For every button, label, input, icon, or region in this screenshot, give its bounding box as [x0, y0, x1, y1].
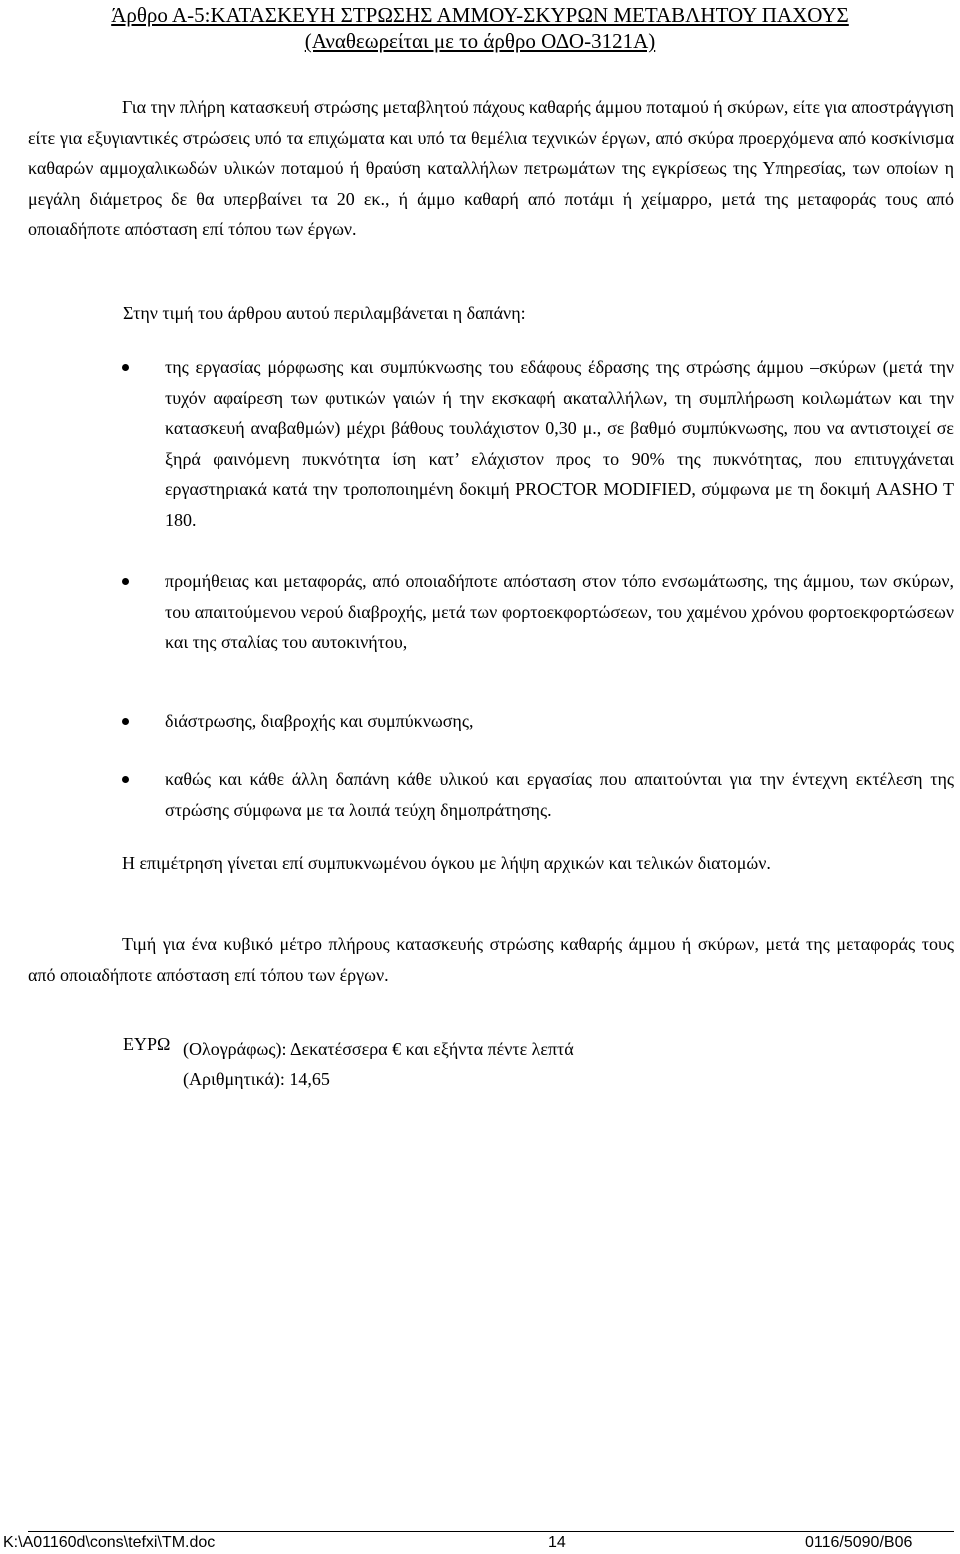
list-item-text: διάστρωσης, διαβροχής και συμπύκνωσης,: [165, 711, 474, 731]
article-title: Άρθρο Α-5:ΚΑΤΑΣΚΕΥΗ ΣΤΡΩΣΗΣ ΑΜΜΟΥ-ΣΚΥΡΩΝ ΜΕΤΑΒΛΗΤΟΥ ΠΑΧΟΥΣ: [111, 3, 849, 27]
footer-divider: [28, 1531, 954, 1532]
bullet-icon: [122, 776, 129, 783]
footer-page-number: 14: [548, 1534, 566, 1551]
list-item-text: προμήθειας και μεταφοράς, από οποιαδήποτε απόσταση στον τόπο ενσωμάτωσης, της άμμου, των σκύρων, του απαιτούμενου νερού διαβροχής, μετά των φορτοεκφορτώσεων, του χαμένου χρόνου φορτοεκφορτώσεων και της σταλίας του αυτοκινήτου,: [165, 571, 954, 653]
footer-document-code: 0116/5090/B06: [805, 1534, 913, 1551]
price-in-words: (Ολογράφως): Δεκατέσσερα € και εξήντα πέντε λεπτά: [183, 1039, 574, 1059]
article-revision-note: (Αναθεωρείται με το άρθρο ΟΔΟ-3121Α): [304, 29, 656, 53]
footer-file-path: K:\A01160d\cons\tefxi\TM.doc: [3, 1534, 216, 1551]
currency-label: ΕΥΡΩ: [123, 1034, 171, 1054]
bullet-icon: [122, 364, 129, 371]
bullet-icon: [122, 718, 129, 725]
intro-paragraph: Για την πλήρη κατασκευή στρώσης μεταβλητού πάχους καθαρής άμμου ποταμού ή σκύρων, είτε για αποστράγγιση είτε για εξυγιαντικές στρώσεις υπό τα επιχώματα και υπό τα θεμέλια τεχνικών έργων, από σκύρα προερχόμενα από κοσκίνισμα καθαρών αμμοχαλικωδών υλικών ποταμού ή θραύση καταλλήλων πετρωμάτων της εγκρίσεως της Υπηρεσίας, των οποίων η μεγάλη διάμετρος δε θα υπερβαίνει τα 20 εκ., ή άμμο καθαρή από ποτάμι ή χείμαρρο, μετά της μεταφοράς τους από οποιαδήποτε απόσταση επί τόπου των έργων.: [28, 97, 954, 240]
unit-price-paragraph: Τιμή για ένα κυβικό μέτρο πλήρους κατασκευής στρώσης καθαρής άμμου ή σκύρων, μετά της μεταφοράς τους από οποιαδήποτε απόσταση επί τόπου των έργων.: [28, 934, 954, 985]
price-includes-paragraph: Στην τιμή του άρθρου αυτού περιλαμβάνεται η δαπάνη:: [123, 303, 526, 323]
measurement-paragraph: Η επιμέτρηση γίνεται επί συμπυκνωμένου όγκου με λήψη αρχικών και τελικών διατομών.: [122, 853, 771, 873]
price-values: [183, 1034, 574, 1094]
price-in-numbers: (Αριθμητικά): 14,65: [183, 1069, 330, 1089]
bullet-icon: [122, 578, 129, 585]
list-item-text: της εργασίας μόρφωσης και συμπύκνωσης του εδάφους έδρασης της στρώσης άμμου –σκύρων (μετά την τυχόν αφαίρεση των φυτικών γαιών ή την εκσκαφή ακαταλλήλων, τη συμπλήρωση κοιλωμάτων και την κατασκευή αναβαθμών) μέχρι βάθους τουλάχιστον 0,30 μ., σε βαθμό συμπύκνωσης, που να αντιστοιχεί σε ξηρά φαινόμενη πυκνότητα ίση κατ’ ελάχιστον προς το 90% της πυκνότητας, που επιτυγχάνεται εργαστηριακά κατά την τροποποιημένη δοκιμή PROCTOR MODIFIED, σύμφωνα με τη δοκιμή AASHO T 180.: [165, 357, 954, 530]
list-item-text: καθώς και κάθε άλλη δαπάνη κάθε υλικού και εργασίας που απαιτούνται για την έντεχνη εκτέλεση της στρώσης σύμφωνα με τα λοιπά τεύχη δημοπράτησης.: [165, 769, 954, 820]
